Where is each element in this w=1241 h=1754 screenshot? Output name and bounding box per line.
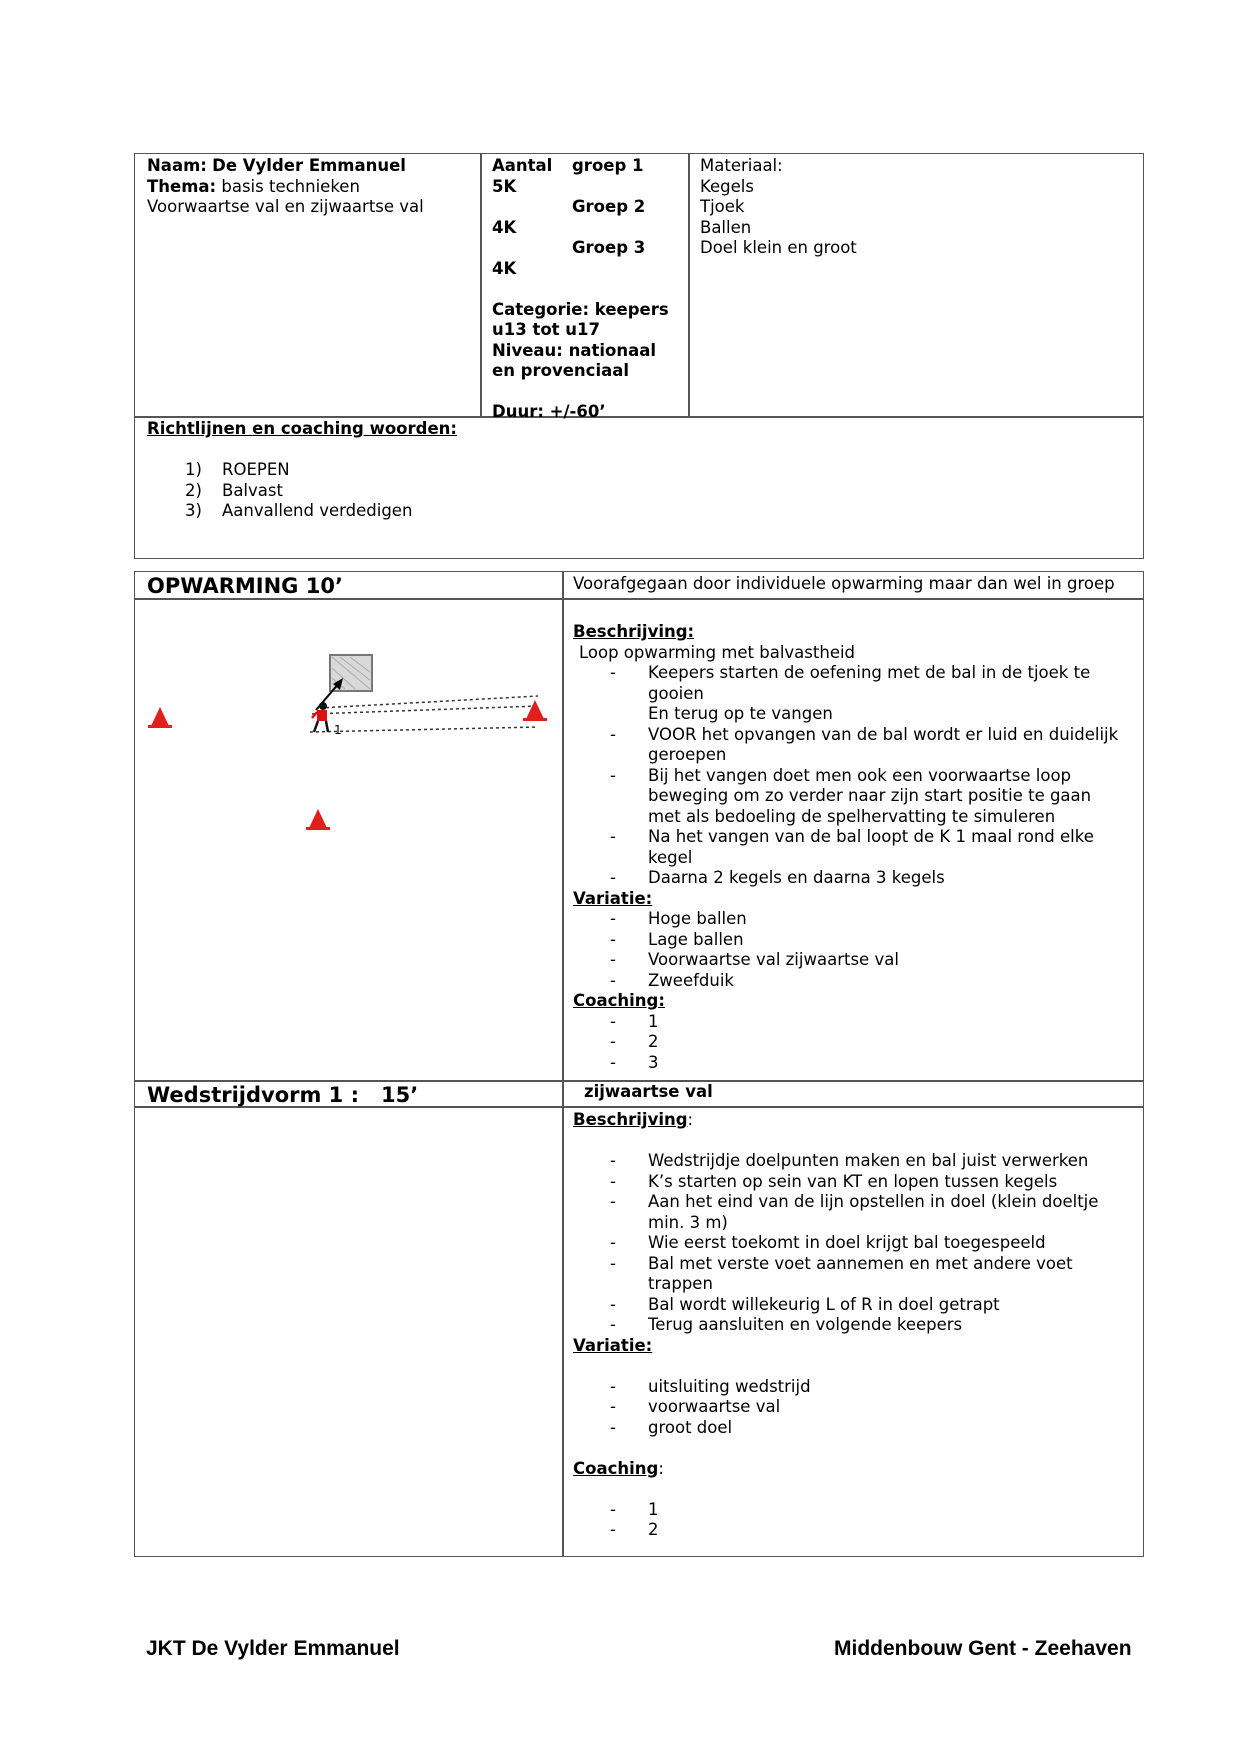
- bullet-dash: -: [610, 1417, 616, 1437]
- bullet-dash: -: [610, 1376, 616, 1396]
- list-item: [573, 950, 1138, 971]
- list-item: [573, 868, 1138, 889]
- bullet-dash: -: [610, 1253, 616, 1273]
- beschrijving-label: Beschrijving:: [573, 622, 695, 641]
- niveau-line1: Niveau: nationaal: [492, 340, 657, 360]
- thema-value: basis technieken: [221, 176, 360, 196]
- bullet-dash: -: [610, 1192, 616, 1211]
- bullet-dash: -: [610, 1520, 616, 1539]
- materiaal-item: Tjoek: [700, 197, 745, 216]
- materiaal-item: Kegels: [700, 176, 754, 196]
- categorie-line2: u13 tot u17: [492, 320, 601, 339]
- bullet-dash: -: [610, 1233, 616, 1252]
- list-item-text: K’s starten op sein van KT en lopen tussen kegels: [648, 1171, 1058, 1191]
- list-item-text: 2: [648, 1520, 659, 1539]
- divider: [480, 153, 482, 417]
- variatie-list: [573, 1377, 1138, 1439]
- list-item-text: Terug aansluiten en volgende keepers: [648, 1315, 963, 1334]
- list-item: [573, 1295, 1138, 1316]
- list-item: [573, 663, 1138, 725]
- list-item: [573, 1012, 1138, 1033]
- bullet-dash: -: [610, 663, 616, 682]
- materiaal-list: [700, 156, 857, 259]
- beschrijving-label: Beschrijving: [573, 1110, 688, 1129]
- niveau-line2: en provenciaal: [492, 361, 630, 380]
- groep3-value: 4K: [492, 258, 517, 278]
- list-item: 3) Aanvallend verdedigen: [185, 501, 413, 520]
- list-item-text: Wie eerst toekomt in doel krijgt bal toegespeeld: [648, 1233, 1046, 1252]
- warmup-diagram: [140, 640, 560, 840]
- variatie-label: Variatie:: [573, 1335, 653, 1355]
- wedstrijdvorm-description: Beschrijving: - Wedstrijdje doelpunten maken en bal juist verwerken - K’s starten op sein van KT en lopen tussen kegels - Aan het eind van de lijn opstellen in doel (klein doeltje min. 3 m) - Wie eerst toekomt in doel krijgt bal toegespeeld - Bal met verste voet aannemen en met andere voet trappen - Bal wordt willekeurig L of R in doel getrapt - Terug aansluiten en volgende keepers Variatie: - uitsluiting wedstrijd - voorwaartse val - groot doel Coaching: - 1 - 2: [573, 1110, 1138, 1541]
- richtlijnen: [147, 419, 457, 522]
- list-item-text: Na het vangen van de bal loopt de K 1 maal rond elke: [648, 827, 1094, 846]
- list-item-text: Voorwaartse val zijwaartse val: [648, 950, 899, 969]
- list-item: [573, 1520, 1138, 1541]
- list-item-text: uitsluiting wedstrijd: [648, 1376, 811, 1396]
- cone-icon: [523, 700, 547, 721]
- duur: Duur: +/-60’: [492, 402, 606, 421]
- groep3-label: Groep 3: [572, 238, 646, 257]
- materiaal-item: Doel klein en groot: [700, 238, 857, 257]
- list-item-text: Bal met verste voet aannemen en met andere voet: [648, 1253, 1073, 1273]
- list-item-text: Zweefduik: [648, 970, 734, 990]
- bullet-dash: -: [610, 868, 616, 887]
- bullet-dash: -: [610, 970, 616, 990]
- wedstrijdvorm-list: [573, 1151, 1138, 1336]
- list-item: [573, 971, 1138, 992]
- list-item-text: geroepen: [648, 745, 727, 764]
- list-item: [573, 1172, 1138, 1193]
- list-item: [573, 1254, 1138, 1295]
- list-item: [573, 1032, 1138, 1053]
- bullet-dash: -: [610, 1315, 616, 1334]
- list-item: [573, 1377, 1138, 1398]
- richtlijnen-title: Richtlijnen en coaching woorden:: [147, 419, 457, 438]
- bullet-dash: -: [610, 1397, 616, 1416]
- wedstrijdvorm-title: [147, 1083, 418, 1107]
- list-item: [573, 766, 1138, 828]
- list-item-text: Aan het eind van de lijn opstellen in doel (klein doeltje: [648, 1192, 1099, 1211]
- list-item-text: Keepers starten de oefening met de bal in de tjoek te: [648, 663, 1091, 682]
- opwarming-list: [573, 663, 1138, 889]
- bullet-dash: -: [610, 1294, 616, 1314]
- bullet-dash: -: [610, 1151, 616, 1170]
- list-item-text: Bij het vangen doet men ook een voorwaartse loop: [648, 765, 1072, 785]
- bullet-dash: -: [610, 1171, 616, 1191]
- list-item-text: voorwaartse val: [648, 1397, 781, 1416]
- list-item: [573, 1053, 1138, 1074]
- list-item-text: 3: [648, 1052, 659, 1072]
- groep2-value: 4K: [492, 217, 517, 237]
- naam-label: Naam:: [147, 156, 207, 175]
- list-item-text: min. 3 m): [648, 1212, 728, 1232]
- bullet-dash: -: [610, 929, 616, 949]
- list-item-text: En terug op te vangen: [648, 704, 833, 723]
- list-item-text: trappen: [648, 1274, 713, 1293]
- list-item: [573, 930, 1138, 951]
- aantal-label: Aantal: [492, 156, 553, 175]
- opwarming-subtitle: Voorafgegaan door individuele opwarming maar dan wel in groep: [573, 574, 1115, 593]
- list-item-text: gooien: [648, 683, 704, 703]
- list-item: [573, 1500, 1138, 1521]
- footer-left: JKT De Vylder Emmanuel: [146, 1637, 400, 1660]
- bullet-dash: -: [610, 765, 616, 785]
- bullet-dash: -: [610, 1032, 616, 1051]
- cone-icon: [306, 809, 330, 830]
- opwarming-intro: Loop opwarming met balvastheid: [579, 642, 856, 662]
- subject: Voorwaartse val en zijwaartse val: [147, 197, 424, 216]
- list-item: [573, 1192, 1138, 1233]
- list-item: [573, 827, 1138, 868]
- bullet-dash: -: [610, 950, 616, 969]
- coaching-list: [573, 1500, 1138, 1541]
- wedstrijdvorm-duration: 15’: [381, 1083, 419, 1107]
- list-item: [573, 1151, 1138, 1172]
- list-item-text: groot doel: [648, 1417, 733, 1437]
- materiaal-title: Materiaal:: [700, 156, 783, 175]
- list-item-text: VOOR het opvangen van de bal wordt er luid en duidelijk: [648, 724, 1119, 744]
- variatie-label: Variatie:: [573, 888, 653, 908]
- bullet-dash: -: [610, 827, 616, 846]
- footer-right: Middenbouw Gent - Zeehaven: [834, 1637, 1132, 1660]
- coaching-label: Coaching:: [573, 991, 665, 1010]
- list-item: [573, 1233, 1138, 1254]
- group-info: [492, 156, 682, 423]
- groep2-label: Groep 2: [572, 197, 646, 216]
- divider: [562, 571, 564, 1557]
- list-item-text: kegel: [648, 847, 693, 867]
- bullet-dash: -: [610, 724, 616, 744]
- groep1-value: 5K: [492, 176, 517, 196]
- list-item: [573, 909, 1138, 930]
- list-item-text: Lage ballen: [648, 929, 744, 949]
- dashed-lines: [310, 696, 538, 732]
- groep1-label: groep 1: [572, 156, 644, 175]
- header-info: [147, 156, 424, 218]
- bullet-dash: -: [610, 1052, 616, 1072]
- player-number: 1: [334, 723, 342, 737]
- bullet-dash: -: [610, 1499, 616, 1519]
- wedstrijdvorm-subtitle: zijwaartse val: [584, 1082, 713, 1101]
- opwarming-title: OPWARMING 10’: [147, 574, 343, 598]
- coaching-list: [573, 1012, 1138, 1074]
- list-item-text: Bal wordt willekeurig L of R in doel getrapt: [648, 1294, 1000, 1314]
- opwarming-description: [573, 622, 1138, 1073]
- divider: [134, 598, 1144, 600]
- list-item: [573, 1418, 1138, 1439]
- variatie-list: [573, 909, 1138, 991]
- list-item-text: beweging om zo verder naar zijn start positie te gaan: [648, 786, 1092, 805]
- list-item-text: 1: [648, 1011, 659, 1031]
- divider: [688, 153, 690, 417]
- list-item-text: Daarna 2 kegels en daarna 3 kegels: [648, 868, 945, 887]
- list-item: [573, 725, 1138, 766]
- list-item: 2) Balvast: [185, 480, 283, 500]
- list-item-text: 1: [648, 1499, 659, 1519]
- list-item-text: 2: [648, 1032, 659, 1051]
- naam-value: De Vylder Emmanuel: [212, 156, 406, 175]
- list-item-text: met als bedoeling de spelhervatting te simuleren: [648, 806, 1056, 826]
- thema-label: Thema:: [147, 176, 217, 196]
- list-item-text: Wedstrijdje doelpunten maken en bal juist verwerken: [648, 1151, 1089, 1170]
- list-item: [573, 1397, 1138, 1418]
- coaching-label: Coaching: [573, 1458, 659, 1478]
- materiaal-item: Ballen: [700, 217, 752, 237]
- categorie-line1: Categorie: keepers: [492, 299, 669, 319]
- bullet-dash: -: [610, 1011, 616, 1031]
- player-icon: [312, 702, 328, 732]
- list-item: [573, 1315, 1138, 1336]
- wedstrijdvorm-name: Wedstrijdvorm 1 :: [147, 1083, 359, 1107]
- list-item: 1) ROEPEN: [185, 460, 290, 479]
- cone-icon: [148, 707, 172, 728]
- list-item-text: Hoge ballen: [648, 909, 747, 928]
- bullet-dash: -: [610, 909, 616, 928]
